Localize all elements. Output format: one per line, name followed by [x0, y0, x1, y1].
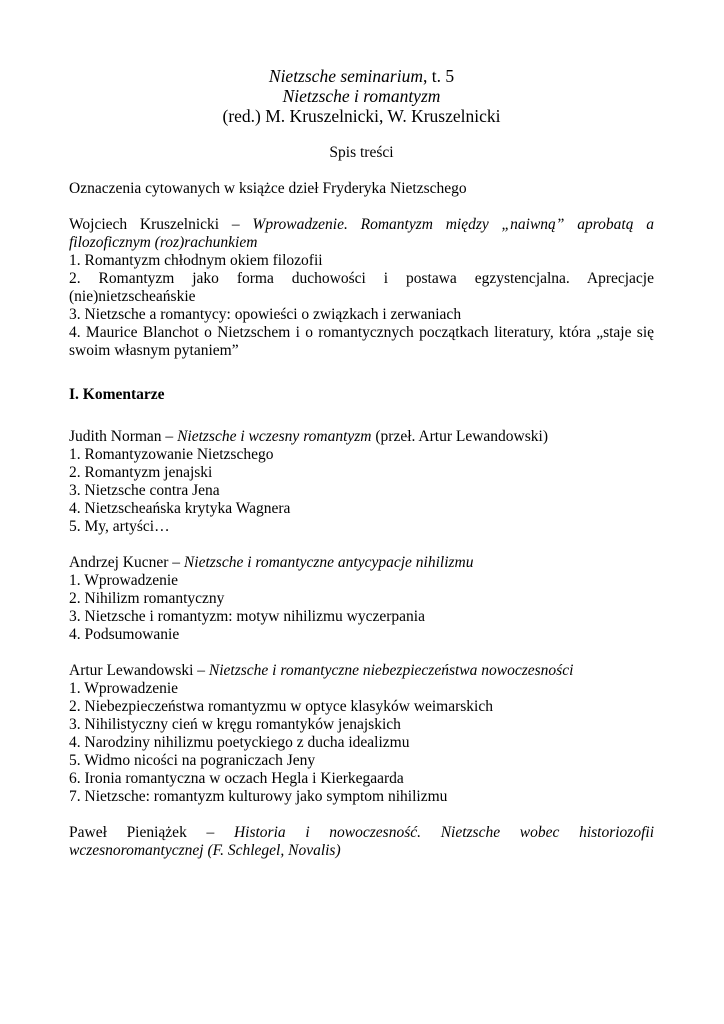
book-title: Nietzsche i romantyzm [282, 86, 441, 106]
article-chapter-list-kucner [69, 572, 654, 644]
article-author: Artur Lewandowski – [69, 662, 209, 679]
intro-chapter-list [69, 252, 654, 360]
list-item: 1. Wprowadzenie [69, 680, 179, 697]
list-item: 7. Nietzsche: romantyzm kulturowy jako symptom nihilizmu [69, 788, 448, 805]
list-item: 1. Wprowadzenie [69, 572, 179, 589]
abbreviations-entry: Oznaczenia cytowanych w książce dzieł Fryderyka Nietzschego [69, 180, 467, 197]
list-item: 5. My, artyści… [69, 518, 170, 535]
list-item: 1. Romantyzowanie Nietzschego [69, 446, 274, 463]
list-item: 6. Ironia romantyczna w oczach Hegla i Kierkegaarda [69, 770, 404, 787]
intro-author: Wojciech Kruszelnicki – [69, 216, 253, 233]
article-title: Nietzsche i wczesny romantyzm [177, 428, 372, 445]
article-entry-pieniazek [69, 824, 654, 860]
list-item: 2. Nihilizm romantyczny [69, 590, 225, 607]
series-line [69, 66, 654, 86]
series-volume: , t. 5 [422, 66, 455, 86]
article-author: Paweł Pieniążek – [69, 824, 234, 841]
list-item: 3. Nietzsche a romantycy: opowieści o związkach i zerwaniach [69, 306, 462, 323]
list-item: 2. Romantyzm jako forma duchowości i postawa egzystencjalna. Aprecjacje (nie)nietzscheańskie [69, 270, 654, 305]
article-entry-norman [69, 428, 654, 446]
editors-line: (red.) M. Kruszelnicki, W. Kruszelnicki [222, 106, 501, 126]
list-item: 3. Nietzsche i romantyzm: motyw nihilizmu wyczerpania [69, 608, 425, 625]
article-entry-lewandowski [69, 662, 654, 680]
article-chapter-list-norman [69, 446, 654, 536]
intro-title: Wprowadzenie. Romantyzm między „naiwną” aprobatą a filozoficznym (roz)rachunkiem [69, 216, 654, 251]
document-page [69, 66, 654, 860]
article-title: Nietzsche i romantyczne niebezpieczeństwa nowoczesności [208, 662, 574, 679]
article-chapter-list-lewandowski [69, 680, 654, 806]
book-header [69, 66, 654, 126]
list-item: 5. Widmo nicości na pograniczach Jeny [69, 752, 316, 769]
list-item: 2. Romantyzm jenajski [69, 464, 213, 481]
article-author: Andrzej Kucner – [69, 554, 184, 571]
article-author: Judith Norman – [69, 428, 178, 445]
section-heading-komentarze: I. Komentarze [69, 386, 165, 403]
article-translator: (przeł. Artur Lewandowski) [371, 428, 548, 445]
list-item: 4. Maurice Blanchot o Nietzschem i o romantycznych początkach literatury, która „staje się swoim własnym pytaniem” [69, 324, 654, 359]
intro-entry [69, 216, 654, 252]
list-item: 4. Nietzscheańska krytyka Wagnera [69, 500, 291, 517]
series-title: Nietzsche seminarium [268, 66, 423, 86]
list-item: 1. Romantyzm chłodnym okiem filozofii [69, 252, 323, 269]
list-item: 4. Narodziny nihilizmu poetyckiego z ducha idealizmu [69, 734, 410, 751]
list-item: 2. Niebezpieczeństwa romantyzmu w optyce klasyków weimarskich [69, 698, 493, 715]
article-title: Historia i nowoczesność. Nietzsche wobec historiozofii wczesnoromantycznej (F. Schlegel, Novalis) [69, 824, 654, 859]
article-title: Nietzsche i romantyczne antycypacje nihilizmu [183, 554, 474, 571]
article-entry-kucner [69, 554, 654, 572]
list-item: 3. Nietzsche contra Jena [69, 482, 220, 499]
list-item: 3. Nihilistyczny cień w kręgu romantyków jenajskich [69, 716, 401, 733]
contents-title: Spis treści [329, 144, 394, 161]
list-item: 4. Podsumowanie [69, 626, 180, 643]
